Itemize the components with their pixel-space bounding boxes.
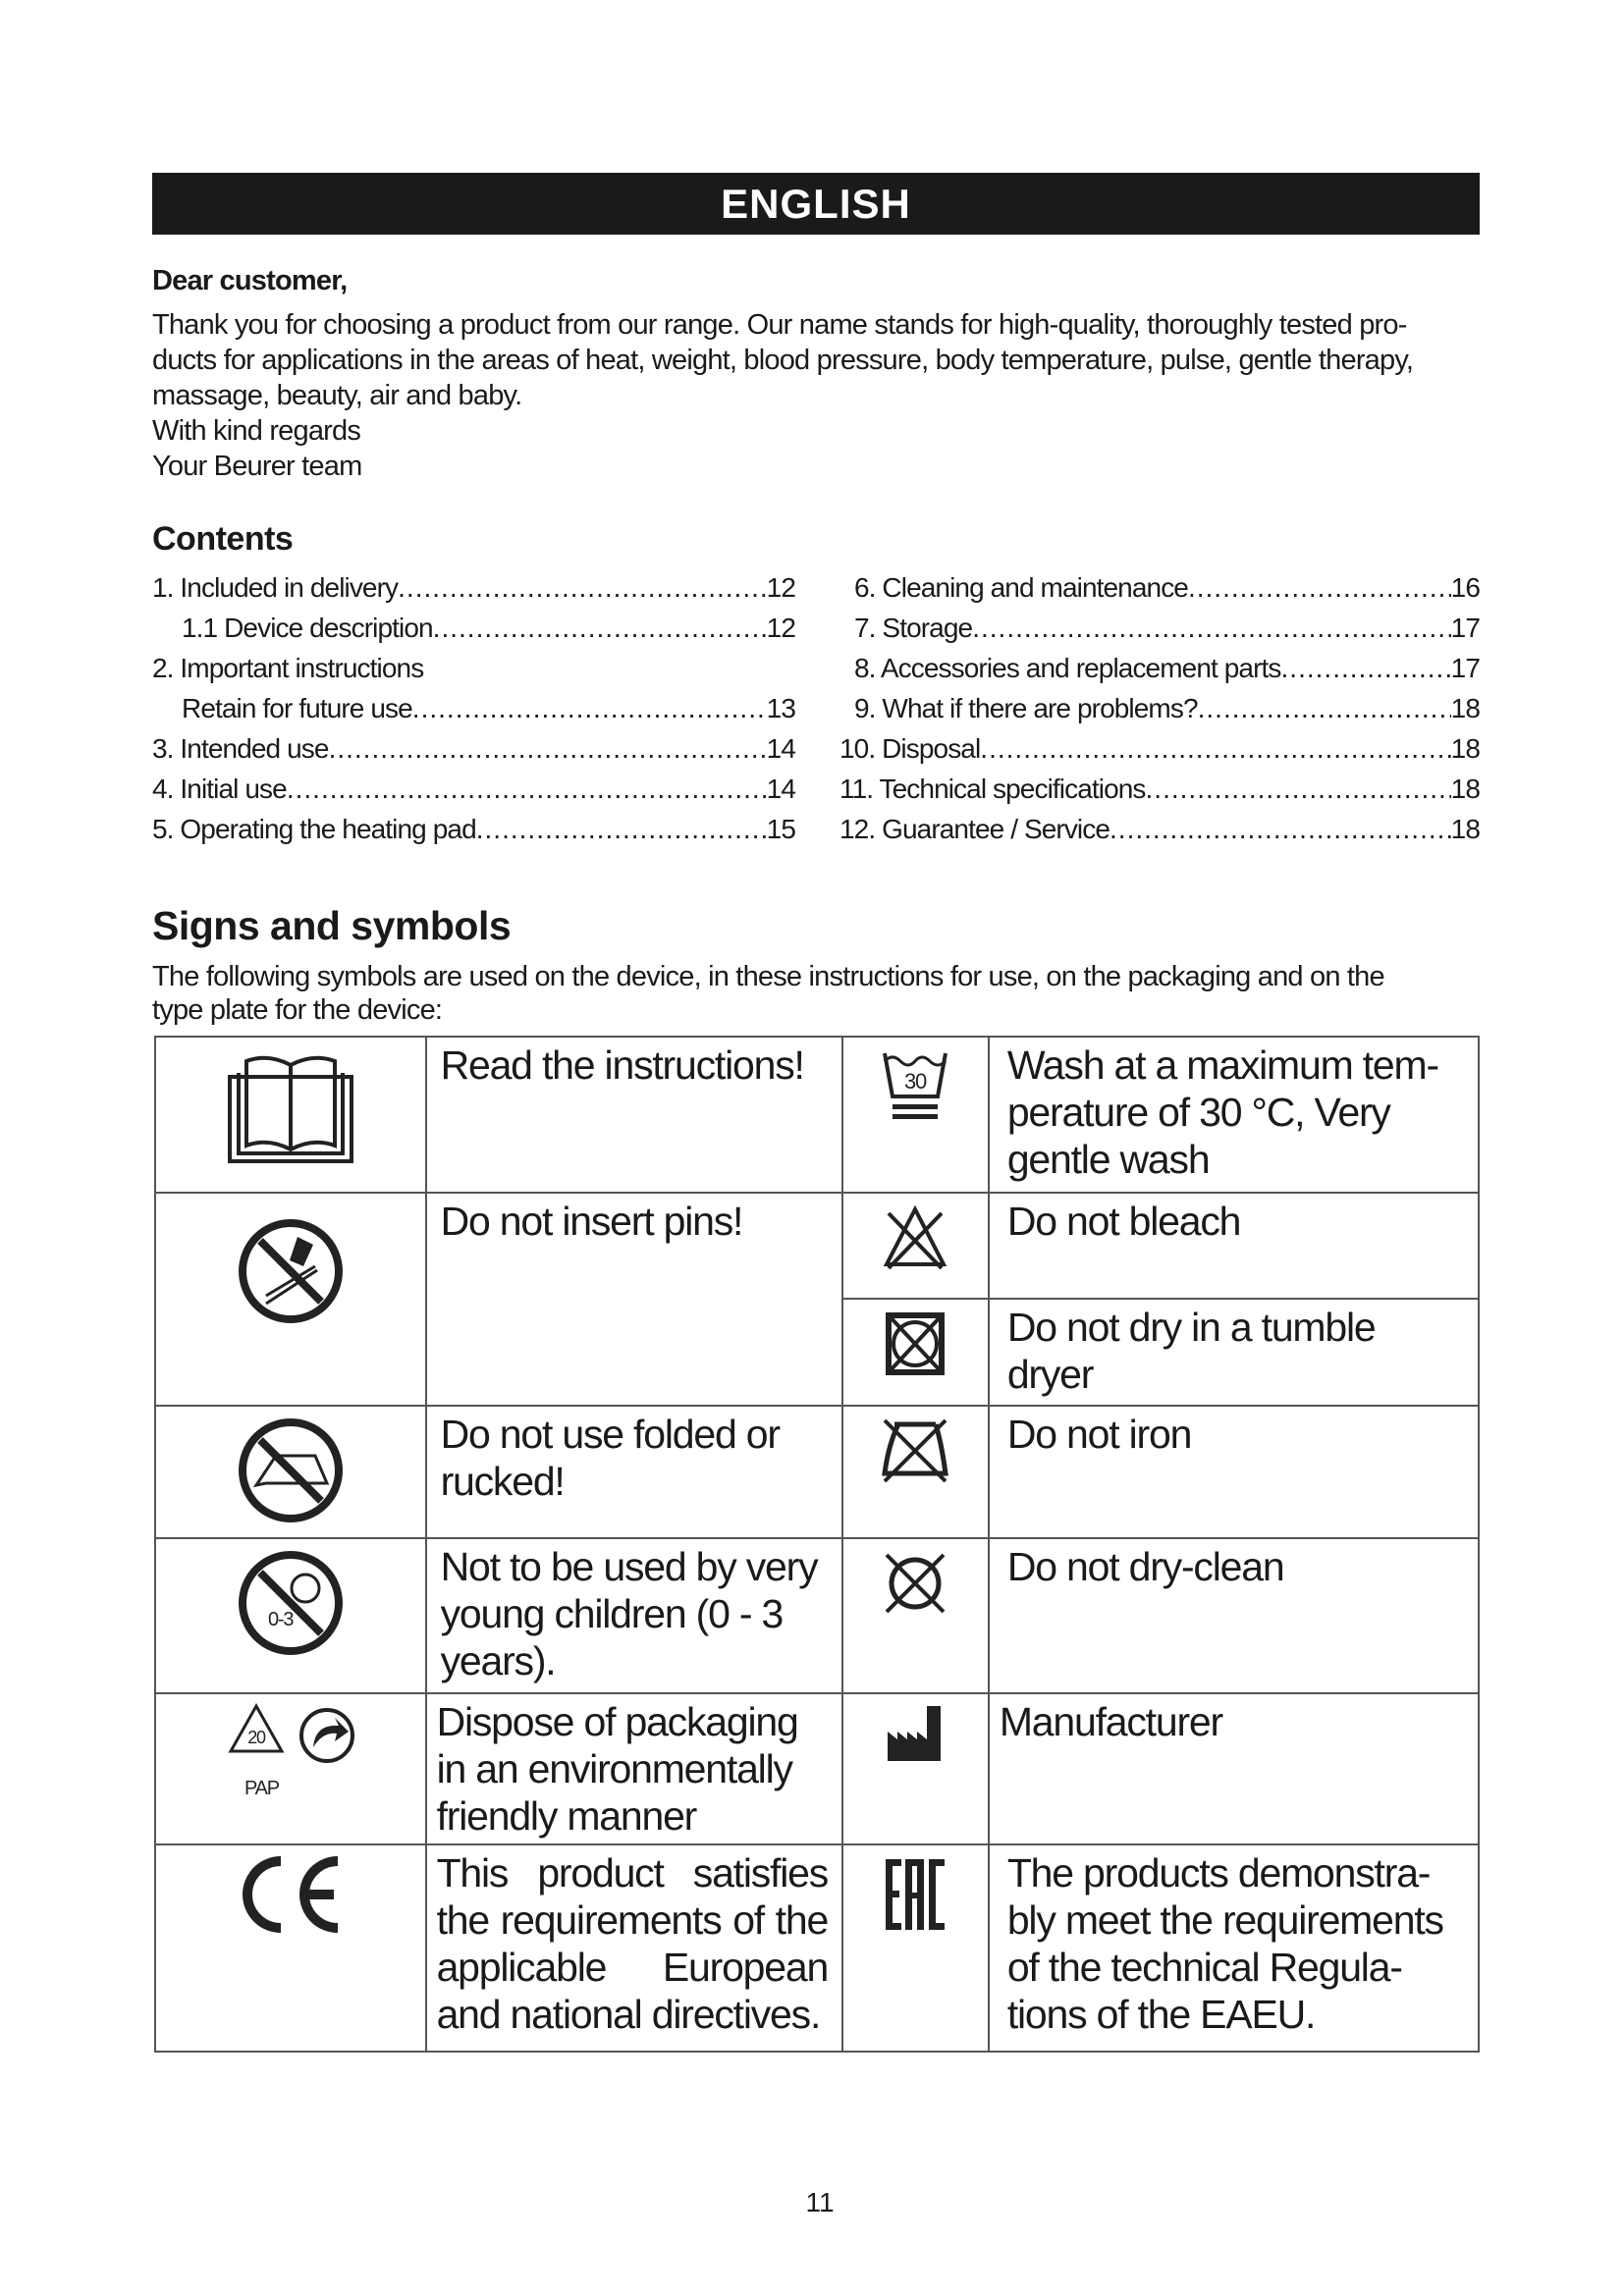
toc-leader-dots bbox=[972, 608, 1450, 648]
toc-entry[interactable] bbox=[839, 809, 1480, 849]
ce-mark-icon bbox=[232, 1855, 350, 1934]
no-iron-text: Do not iron bbox=[989, 1406, 1479, 1538]
toc-entry-page: 14 bbox=[766, 733, 795, 764]
toc-leader-dots bbox=[287, 769, 767, 809]
page-number: 11 bbox=[805, 2187, 835, 2217]
toc-entry-page: 18 bbox=[1450, 814, 1480, 844]
manufacturer-icon bbox=[886, 1704, 945, 1763]
no-pins-text: Do not insert pins! bbox=[426, 1193, 843, 1406]
toc-leader-dots bbox=[398, 567, 767, 608]
no-bleach-text: Do not bleach bbox=[989, 1193, 1479, 1299]
toc-entry-label: 10. Disposal bbox=[839, 733, 981, 764]
toc-entry[interactable] bbox=[152, 648, 795, 688]
symbol-cell bbox=[842, 1037, 989, 1193]
symbol-cell bbox=[842, 1844, 989, 2052]
toc-entry-label: Retain for future use bbox=[182, 693, 412, 723]
toc-entry-page: 18 bbox=[1450, 733, 1480, 764]
signs-intro bbox=[152, 960, 1488, 1027]
toc-entry-label: 7. Storage bbox=[854, 613, 973, 643]
signs-heading: Signs and symbols bbox=[152, 903, 512, 948]
toc-leader-dots bbox=[433, 608, 767, 648]
toc-entry-label: 1. Included in delivery bbox=[152, 572, 399, 603]
toc-leader-dots bbox=[1281, 648, 1451, 688]
symbol-cell bbox=[155, 1037, 426, 1193]
no-iron-icon bbox=[881, 1416, 949, 1485]
greeting: Dear customer, bbox=[152, 265, 348, 296]
symbol-cell bbox=[842, 1538, 989, 1693]
toc-entry-page: 17 bbox=[1450, 653, 1480, 683]
toc-entry[interactable] bbox=[152, 728, 795, 769]
toc-entry-label: 2. Important instructions bbox=[152, 653, 424, 683]
toc-leader-dots bbox=[329, 728, 767, 769]
book-icon bbox=[227, 1047, 354, 1165]
toc-entry-page: 15 bbox=[766, 814, 795, 844]
intro-line: ducts for applications in the areas of heat, weight, blood pressure, body temperature, pulse, gentle therapy, bbox=[152, 345, 1414, 376]
symbol-cell bbox=[155, 1844, 426, 2052]
toc-leader-dots bbox=[1146, 769, 1451, 809]
toc-entry-label: 9. What if there are problems? bbox=[854, 693, 1198, 723]
symbol-cell bbox=[842, 1299, 989, 1406]
no-dry-clean-text: Do not dry-clean bbox=[989, 1538, 1479, 1693]
language-header: ENGLISH bbox=[152, 173, 1480, 235]
toc-entry-page: 14 bbox=[766, 774, 795, 804]
no-dry-clean-icon bbox=[881, 1549, 949, 1618]
toc-entry-page: 12 bbox=[766, 572, 795, 603]
signs-line: type plate for the device: bbox=[152, 994, 443, 1026]
toc-leader-dots bbox=[412, 688, 767, 728]
toc-entry[interactable] bbox=[152, 809, 795, 849]
read-instructions-text: Read the instructions! bbox=[426, 1037, 843, 1193]
packaging-disposal-text: Dispose of packaging in an environmentally friendly manner bbox=[426, 1693, 843, 1844]
toc-entry-page: 18 bbox=[1450, 693, 1480, 723]
intro-line: massage, beauty, air and baby. bbox=[152, 380, 522, 411]
symbol-cell bbox=[842, 1406, 989, 1538]
ce-text: This product satisfies the requirements of the applicable European and national directives. bbox=[426, 1844, 843, 2052]
toc-entry-page: 13 bbox=[766, 693, 795, 723]
wash-text: Wash at a maximum tem-perature of 30 °C, Very gentle wash bbox=[989, 1037, 1479, 1193]
no-tumble-dry-icon bbox=[881, 1309, 949, 1378]
toc-entry[interactable] bbox=[854, 608, 1480, 648]
toc-entry[interactable] bbox=[182, 608, 795, 648]
no-pins-icon bbox=[237, 1217, 345, 1325]
toc-entry-label: 8. Accessories and replacement parts bbox=[854, 653, 1281, 683]
toc-entry[interactable] bbox=[152, 769, 795, 809]
no-children-text: Not to be used by very young children (0 - 3 years). bbox=[426, 1538, 843, 1693]
toc-entry[interactable] bbox=[839, 728, 1480, 769]
intro-line: Thank you for choosing a product from our range. Our name stands for high-quality, thoroughly tested pro- bbox=[152, 309, 1407, 341]
toc-entry[interactable] bbox=[839, 769, 1480, 809]
signs-line: The following symbols are used on the device, in these instructions for use, on the packaging and on the bbox=[152, 961, 1384, 992]
symbol-cell bbox=[842, 1193, 989, 1299]
wash-30-icon bbox=[881, 1047, 949, 1126]
symbols-table bbox=[154, 1036, 1480, 2053]
recycling-icon bbox=[217, 1696, 364, 1814]
manufacturer-text: Manufacturer bbox=[989, 1693, 1479, 1844]
symbol-cell bbox=[155, 1406, 426, 1538]
toc-leader-dots bbox=[1188, 567, 1451, 608]
intro-line: With kind regards bbox=[152, 415, 361, 447]
toc-entry-page: 17 bbox=[1450, 613, 1480, 643]
toc-entry-label: 4. Initial use bbox=[152, 774, 287, 804]
no-tumble-dry-text: Do not dry in a tumble dryer bbox=[989, 1299, 1479, 1406]
symbol-cell bbox=[842, 1693, 989, 1844]
intro-text bbox=[152, 307, 1488, 484]
toc-entry-label: 6. Cleaning and maintenance bbox=[854, 572, 1188, 603]
toc-entry[interactable] bbox=[854, 567, 1480, 608]
eac-text: The products demonstra-bly meet the requirements of the technical Regula-tions of the EAEU. bbox=[989, 1844, 1479, 2052]
toc-leader-dots bbox=[476, 809, 767, 849]
toc-leader-dots bbox=[980, 728, 1450, 769]
symbol-cell bbox=[155, 1193, 426, 1406]
toc-entry-label: 5. Operating the heating pad bbox=[152, 814, 476, 844]
toc-entry[interactable] bbox=[854, 688, 1480, 728]
toc-entry-page: 16 bbox=[1450, 572, 1480, 603]
no-bleach-icon bbox=[881, 1203, 949, 1272]
toc-entry[interactable] bbox=[854, 648, 1480, 688]
toc-entry-label: 12. Guarantee / Service bbox=[839, 814, 1110, 844]
toc-entry-label: 11. Technical specifications bbox=[839, 774, 1146, 804]
svg-text:0-3: 0-3 bbox=[267, 1609, 294, 1630]
eac-mark-icon bbox=[886, 1855, 945, 1934]
svg-text:30: 30 bbox=[904, 1069, 927, 1094]
contents-heading: Contents bbox=[152, 520, 294, 558]
intro-line: Your Beurer team bbox=[152, 451, 362, 482]
toc-entry-page: 12 bbox=[766, 613, 795, 643]
toc-entry-page: 18 bbox=[1450, 774, 1480, 804]
toc-entry[interactable] bbox=[182, 688, 795, 728]
no-folding-text: Do not use folded or rucked! bbox=[426, 1406, 843, 1538]
toc-entry-label: 1.1 Device description bbox=[182, 613, 433, 643]
svg-text:PAP: PAP bbox=[244, 1778, 279, 1799]
no-folding-icon bbox=[237, 1416, 345, 1524]
toc-entry-label: 3. Intended use bbox=[152, 733, 329, 764]
toc-leader-dots bbox=[1198, 688, 1451, 728]
svg-text:20: 20 bbox=[246, 1728, 265, 1747]
toc-entry[interactable] bbox=[152, 567, 795, 608]
no-children-icon bbox=[237, 1549, 345, 1657]
symbol-cell bbox=[155, 1693, 426, 1844]
toc-leader-dots bbox=[1110, 809, 1451, 849]
symbol-cell bbox=[155, 1538, 426, 1693]
